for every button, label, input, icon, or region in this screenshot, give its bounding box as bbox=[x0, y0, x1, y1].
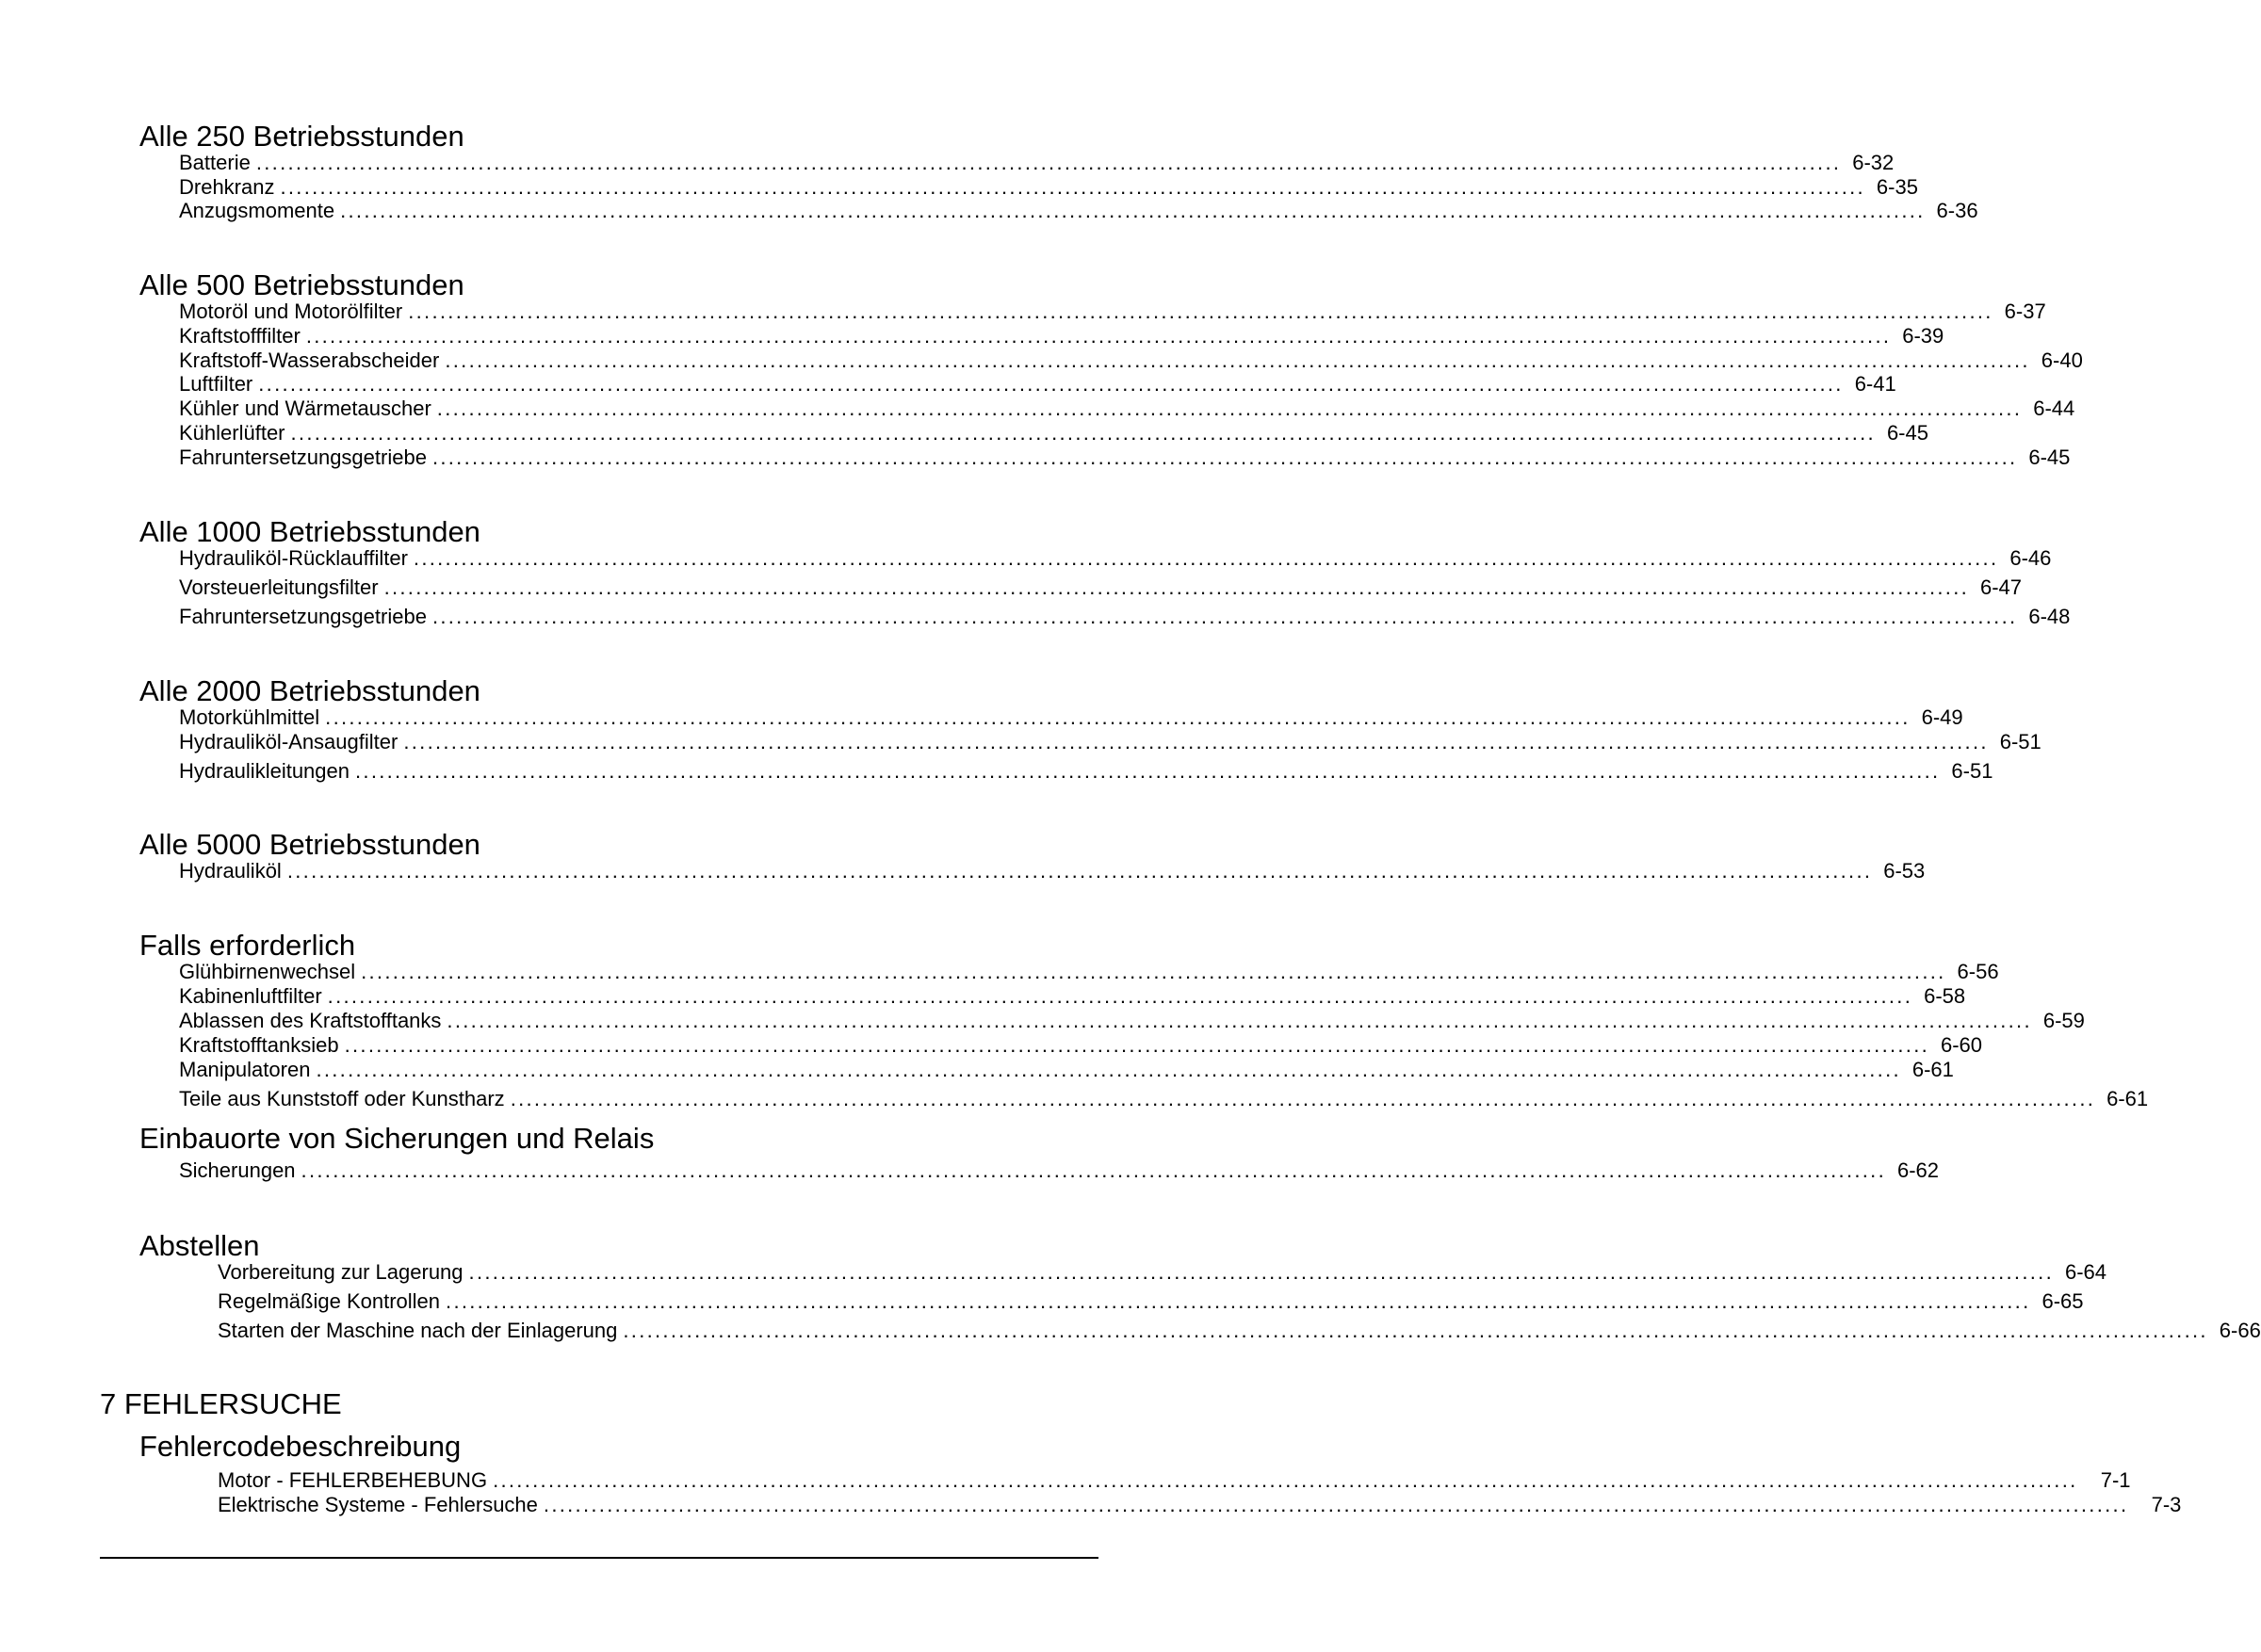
section-heading: Alle 500 Betriebsstunden bbox=[139, 268, 464, 301]
toc-entry-title: Kraftstofftanksieb bbox=[179, 1033, 339, 1057]
toc-entry[interactable] bbox=[179, 759, 1993, 784]
dot-leader: ........................................................................................................................................................................................................ bbox=[290, 421, 1876, 445]
toc-entry-title: Kühler und Wärmetauscher bbox=[179, 397, 431, 420]
toc-entry[interactable] bbox=[179, 984, 1966, 1009]
dot-leader: ........................................................................................................................................................................................................ bbox=[445, 348, 2030, 372]
toc-entry-page: 6-44 bbox=[2033, 397, 2075, 420]
toc-entry-page: 6-45 bbox=[2028, 445, 2071, 469]
dot-leader: ........................................................................................................................................................................................................ bbox=[431, 605, 2018, 628]
toc-entry[interactable] bbox=[179, 397, 2075, 421]
toc-entry-title: Glühbirnenwechsel bbox=[179, 960, 356, 983]
dot-leader: ........................................................................................................................................................................................................ bbox=[543, 1493, 2129, 1516]
toc-entry[interactable] bbox=[179, 859, 1926, 883]
section-heading: Alle 2000 Betriebsstunden bbox=[139, 674, 480, 707]
toc-entry-title: Vorbereitung zur Lagerung bbox=[218, 1260, 464, 1284]
toc-entry[interactable] bbox=[218, 1289, 2084, 1314]
toc-entry-title: Hydrauliköl bbox=[179, 859, 282, 883]
dot-leader: ........................................................................................................................................................................................................ bbox=[447, 1009, 2032, 1032]
toc-entry-title: Kabinenluftfilter bbox=[179, 984, 322, 1008]
toc-entry-page: 6-62 bbox=[1896, 1158, 1940, 1182]
toc-entry-page: 6-46 bbox=[2009, 546, 2052, 570]
dot-leader: ........................................................................................................................................................................................................ bbox=[413, 546, 1999, 570]
toc-entry[interactable] bbox=[179, 1087, 2149, 1111]
toc-entry[interactable] bbox=[179, 960, 1999, 984]
dot-leader: ........................................................................................................................................................................................................ bbox=[355, 759, 1941, 783]
toc-entry-title: Regelmäßige Kontrollen bbox=[218, 1289, 441, 1313]
toc-entry[interactable] bbox=[179, 1033, 1983, 1058]
section-heading: Alle 1000 Betriebsstunden bbox=[139, 515, 480, 548]
toc-entry-title: Teile aus Kunststoff oder Kunstharz bbox=[179, 1087, 505, 1110]
toc-entry-page: 6-51 bbox=[1951, 759, 1993, 783]
toc-entry-title: Hydrauliköl-Ansaugfilter bbox=[179, 730, 399, 753]
toc-entry[interactable] bbox=[179, 445, 2071, 470]
toc-entry[interactable] bbox=[179, 348, 2083, 373]
section-heading: Alle 5000 Betriebsstunden bbox=[139, 828, 480, 861]
toc-entry-page: 6-41 bbox=[1854, 372, 1896, 396]
toc-entry[interactable] bbox=[179, 151, 1895, 175]
dot-leader: ........................................................................................................................................................................................................ bbox=[327, 984, 1913, 1008]
dot-leader: ........................................................................................................................................................................................................ bbox=[468, 1260, 2054, 1284]
toc-entry-page: 6-36 bbox=[1936, 199, 1978, 222]
toc-entry[interactable] bbox=[179, 575, 2023, 600]
toc-entry-title: Fahruntersetzungsgetriebe bbox=[179, 605, 427, 628]
dot-leader: ........................................................................................................................................................................................................ bbox=[344, 1033, 1930, 1057]
toc-entry-page: 6-47 bbox=[1979, 575, 2023, 599]
toc-entry-page: 6-58 bbox=[1924, 984, 1966, 1008]
dot-leader: ........................................................................................................................................................................................................ bbox=[255, 151, 1842, 174]
toc-entry[interactable] bbox=[179, 1009, 2085, 1033]
toc-entry-title: Kühlerlüfter bbox=[179, 421, 285, 445]
toc-entry-page: 6-32 bbox=[1852, 151, 1895, 174]
section-heading: Fehlercodebeschreibung bbox=[139, 1430, 462, 1463]
toc-entry-page: 6-59 bbox=[2042, 1009, 2085, 1032]
toc-entry[interactable] bbox=[179, 1158, 1940, 1183]
toc-entry-title: Motor - FEHLERBEHEBUNG bbox=[218, 1468, 488, 1492]
toc-entry[interactable] bbox=[179, 300, 2046, 324]
section-heading: Abstellen bbox=[139, 1229, 260, 1262]
toc-entry-title: Motorkühlmittel bbox=[179, 705, 320, 729]
toc-entry-title: Vorsteuerleitungsfilter bbox=[179, 575, 379, 599]
toc-entry-page: 6-48 bbox=[2028, 605, 2071, 628]
toc-entry-title: Sicherungen bbox=[179, 1158, 296, 1182]
dot-leader: ........................................................................................................................................................................................................ bbox=[431, 445, 2018, 469]
toc-entry[interactable] bbox=[179, 705, 1963, 730]
toc-entry-title: Starten der Maschine nach der Einlagerung bbox=[218, 1319, 618, 1342]
toc-entry-page: 6-51 bbox=[1999, 730, 2041, 753]
toc-entry-page: 6-64 bbox=[2064, 1260, 2106, 1284]
toc-entry[interactable] bbox=[179, 605, 2071, 629]
toc-entry-page: 6-53 bbox=[1883, 859, 1926, 883]
dot-leader: ........................................................................................................................................................................................................ bbox=[446, 1289, 2031, 1313]
toc-entry[interactable] bbox=[179, 324, 1944, 348]
toc-entry-page: 6-35 bbox=[1876, 175, 1918, 199]
toc-entry-title: Anzugsmomente bbox=[179, 199, 335, 222]
chapter-heading: 7 FEHLERSUCHE bbox=[100, 1387, 342, 1420]
toc-entry-title: Manipulatoren bbox=[179, 1058, 311, 1081]
dot-leader: ........................................................................................................................................................................................................ bbox=[408, 300, 1993, 323]
toc-entry[interactable] bbox=[179, 421, 1928, 445]
toc-entry-page: 6-39 bbox=[1902, 324, 1944, 348]
toc-entry-page: 6-37 bbox=[2004, 300, 2046, 323]
section-heading: Falls erforderlich bbox=[139, 929, 356, 962]
toc-entry-title: Luftfilter bbox=[179, 372, 253, 396]
dot-leader: ........................................................................................................................................................................................................ bbox=[340, 199, 1926, 222]
dot-leader: ........................................................................................................................................................................................................ bbox=[436, 397, 2023, 420]
toc-entry[interactable] bbox=[179, 546, 2052, 571]
toc-entry-title: Fahruntersetzungsgetriebe bbox=[179, 445, 427, 469]
toc-entry[interactable] bbox=[179, 372, 1896, 397]
toc-entry[interactable] bbox=[179, 730, 2041, 754]
toc-entry-title: Elektrische Systeme - Fehlersuche bbox=[218, 1493, 538, 1516]
toc-entry[interactable] bbox=[179, 1058, 1954, 1082]
toc-entry-title: Kraftstoff-Wasserabscheider bbox=[179, 348, 440, 372]
section-heading: Einbauorte von Sicherungen und Relais bbox=[139, 1122, 655, 1155]
footer-rule bbox=[100, 1557, 1098, 1559]
toc-entry-title: Hydrauliköl-Rücklauffilter bbox=[179, 546, 408, 570]
toc-entry-page: 6-61 bbox=[2106, 1087, 2149, 1110]
toc-entry-page: 6-45 bbox=[1886, 421, 1928, 445]
dot-leader: ........................................................................................................................................................................................................ bbox=[510, 1087, 2096, 1110]
toc-entry-title: Batterie bbox=[179, 151, 251, 174]
toc-entry-page: 6-60 bbox=[1941, 1033, 1983, 1057]
toc-entry-page: 6-66 bbox=[2219, 1319, 2261, 1342]
dot-leader: ........................................................................................................................................................................................................ bbox=[301, 1158, 1887, 1182]
dot-leader: ........................................................................................................................................................................................................ bbox=[383, 575, 1970, 599]
toc-entry-title: Kraftstofffilter bbox=[179, 324, 301, 348]
toc-entry[interactable] bbox=[179, 175, 1918, 200]
section-heading: Alle 250 Betriebsstunden bbox=[139, 120, 464, 153]
toc-entry-page: 7-1 bbox=[2100, 1468, 2131, 1492]
toc-entry-page: 7-3 bbox=[2151, 1493, 2182, 1516]
toc-entry-title: Motoröl und Motorölfilter bbox=[179, 300, 403, 323]
dot-leader: ........................................................................................................................................................................................................ bbox=[403, 730, 1989, 753]
dot-leader: ........................................................................................................................................................................................................ bbox=[316, 1058, 1901, 1081]
dot-leader: ........................................................................................................................................................................................................ bbox=[305, 324, 1892, 348]
dot-leader: ........................................................................................................................................................................................................ bbox=[286, 859, 1873, 883]
dot-leader: ........................................................................................................................................................................................................ bbox=[280, 175, 1865, 199]
toc-entry-page: 6-56 bbox=[1957, 960, 1999, 983]
dot-leader: ........................................................................................................................................................................................................ bbox=[493, 1468, 2078, 1492]
dot-leader: ........................................................................................................................................................................................................ bbox=[258, 372, 1844, 396]
toc-entry[interactable] bbox=[218, 1493, 2182, 1517]
toc-entry-title: Ablassen des Kraftstofftanks bbox=[179, 1009, 442, 1032]
toc-entry-page: 6-49 bbox=[1921, 705, 1963, 729]
toc-entry-page: 6-40 bbox=[2041, 348, 2083, 372]
toc-entry[interactable] bbox=[218, 1319, 2261, 1343]
dot-leader: ........................................................................................................................................................................................................ bbox=[361, 960, 1946, 983]
toc-entry-page: 6-61 bbox=[1911, 1058, 1954, 1081]
toc-entry[interactable] bbox=[218, 1468, 2131, 1493]
toc-entry[interactable] bbox=[218, 1260, 2106, 1285]
toc-entry-page: 6-65 bbox=[2041, 1289, 2084, 1313]
dot-leader: ........................................................................................................................................................................................................ bbox=[623, 1319, 2208, 1342]
toc-entry-title: Drehkranz bbox=[179, 175, 275, 199]
toc-entry-title: Hydraulikleitungen bbox=[179, 759, 350, 783]
toc-entry[interactable] bbox=[179, 199, 1978, 223]
dot-leader: ........................................................................................................................................................................................................ bbox=[325, 705, 1911, 729]
